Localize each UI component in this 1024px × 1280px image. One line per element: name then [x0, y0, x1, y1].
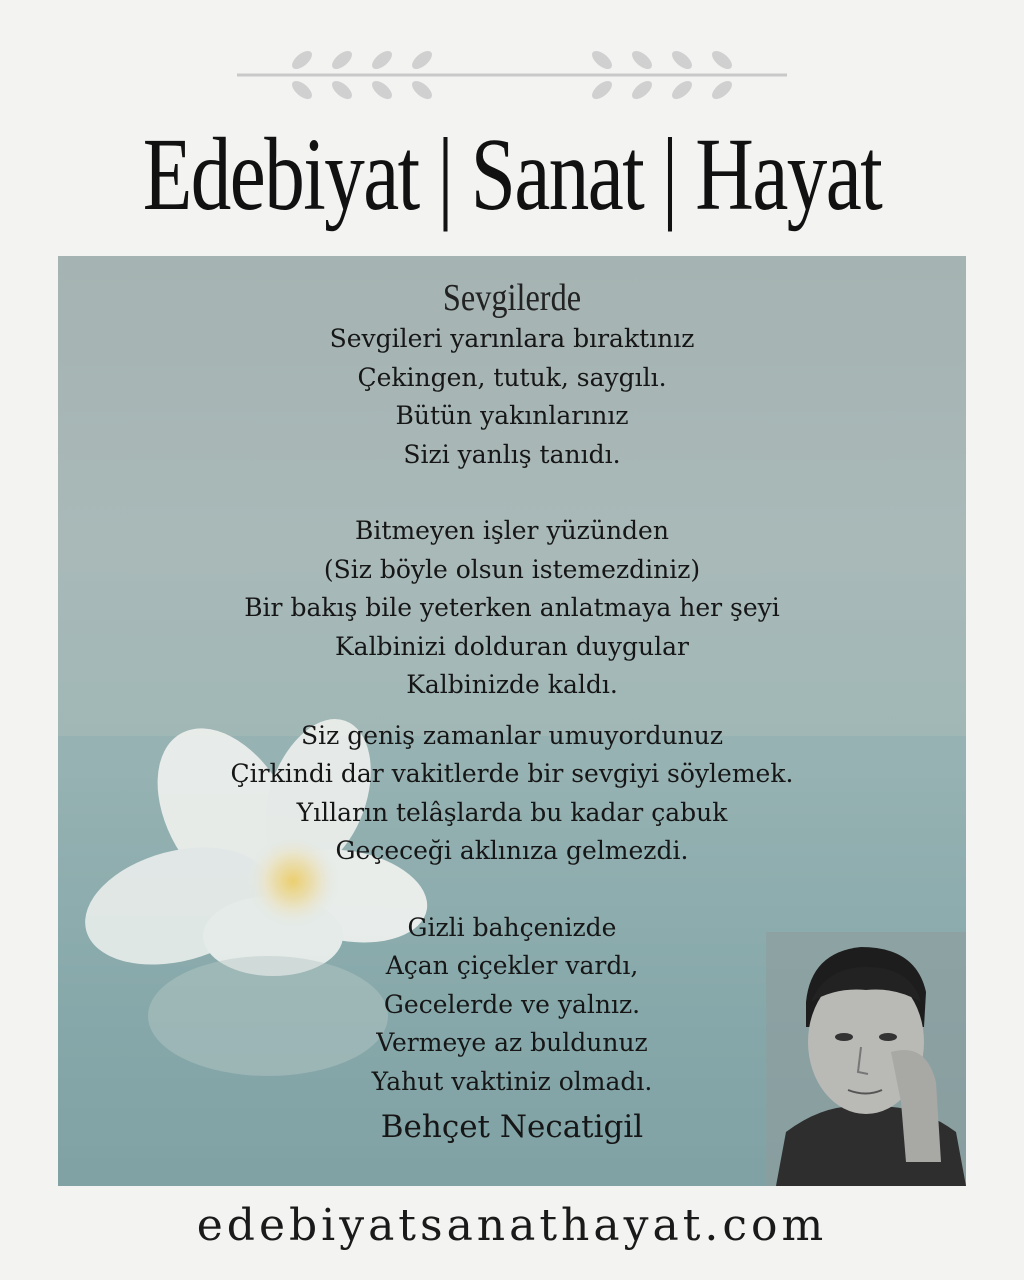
poem-line: Kalbinizde kaldı. [406, 670, 618, 699]
poem-line: Sizi yanlış tanıdı. [403, 439, 621, 469]
poem-line: Bir bakış bile yeterken anlatmaya her şeyi [244, 593, 780, 622]
poem-line: Bütün yakınlarınız [395, 401, 629, 430]
poem-line: Geçeceği aklınıza gelmezdi. [335, 836, 689, 865]
poem-line: Çirkindi dar vakitlerde bir sevgiyi söylemek. [230, 759, 794, 788]
poem-line: Yılların telâşlarda bu kadar çabuk [296, 797, 728, 827]
poem-title: Sevgilerde [442, 277, 582, 319]
poem-line: Çekingen, tutuk, saygılı. [357, 362, 667, 392]
masthead-title: Edebiyat | Sanat | Hayat [142, 117, 882, 232]
poem-line: Gecelerde ve yalnız. [383, 989, 641, 1019]
poem-line: Açan çiçekler vardı, [385, 951, 639, 980]
poem-line: Siz geniş zamanlar umuyordunuz [300, 720, 723, 750]
laurel-ornament-icon [232, 40, 792, 110]
poem-line: Gizli bahçenizde [407, 912, 617, 942]
poem-line: Vermeye az buldunuz [376, 1028, 648, 1057]
poem-line: Yahut vaktiniz olmadı. [371, 1066, 653, 1096]
poem-line: (Siz böyle olsun istemezdiniz) [323, 554, 701, 584]
poem-panel [58, 256, 966, 1186]
poem-line: Sevgileri yarınlara bıraktınız [329, 324, 695, 353]
poem-author: Behçet Necatigil [380, 1109, 644, 1145]
poem-line: Kalbinizi dolduran duygular [334, 631, 690, 661]
author-portrait-icon [766, 932, 966, 1186]
poem-line: Bitmeyen işler yüzünden [355, 516, 669, 545]
website-url: edebiyatsanathayat.com [196, 1200, 828, 1251]
